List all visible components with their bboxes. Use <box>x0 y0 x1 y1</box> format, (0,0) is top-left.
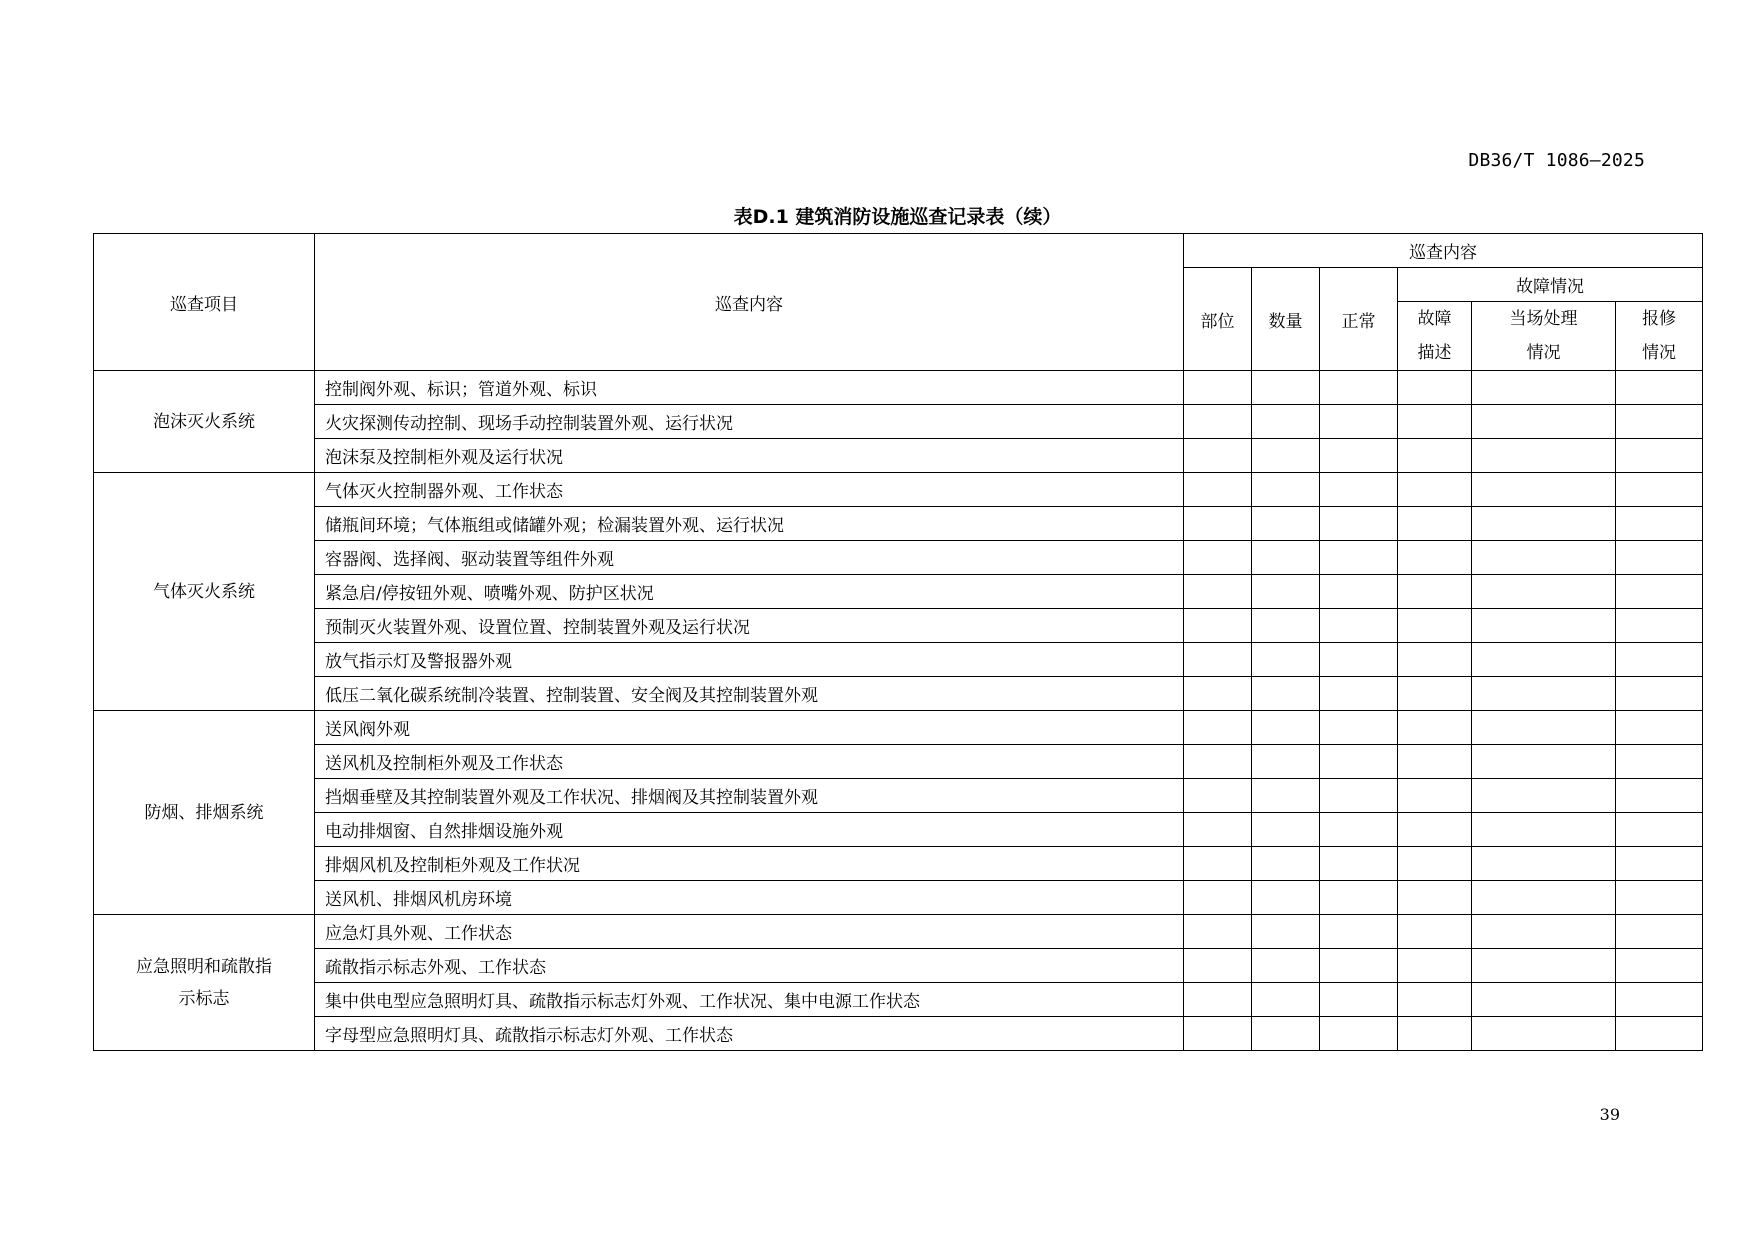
normal-cell[interactable] <box>1320 677 1398 711</box>
onsite-handling-cell[interactable] <box>1472 881 1616 915</box>
header-normal: 正常 <box>1320 268 1398 371</box>
table-row <box>94 847 1703 881</box>
location-cell[interactable] <box>1184 507 1252 541</box>
normal-cell[interactable] <box>1320 439 1398 473</box>
quantity-cell[interactable] <box>1252 473 1320 507</box>
inspection-content-cell: 火灾探测传动控制、现场手动控制装置外观、运行状况 <box>315 405 1184 439</box>
inspection-content-cell: 预制灭火装置外观、设置位置、控制装置外观及运行状况 <box>315 609 1184 643</box>
repair-report-cell[interactable] <box>1616 609 1703 643</box>
quantity-cell[interactable] <box>1252 371 1320 405</box>
onsite-handling-cell[interactable] <box>1472 507 1616 541</box>
section-item-label: 防烟、排烟系统 <box>94 711 315 915</box>
section-item-label: 气体灭火系统 <box>94 473 315 711</box>
repair-report-cell[interactable] <box>1616 643 1703 677</box>
quantity-cell[interactable] <box>1252 575 1320 609</box>
repair-report-cell[interactable] <box>1616 405 1703 439</box>
inspection-content-cell: 储瓶间环境；气体瓶组或储罐外观；检漏装置外观、运行状况 <box>315 507 1184 541</box>
quantity-cell[interactable] <box>1252 813 1320 847</box>
quantity-cell[interactable] <box>1252 507 1320 541</box>
quantity-cell[interactable] <box>1252 711 1320 745</box>
location-cell[interactable] <box>1184 745 1252 779</box>
table-row <box>94 949 1703 983</box>
header-group: 巡查内容 <box>1184 234 1703 268</box>
header-item: 巡查项目 <box>94 234 315 371</box>
repair-report-cell[interactable] <box>1616 439 1703 473</box>
quantity-cell[interactable] <box>1252 745 1320 779</box>
location-cell[interactable] <box>1184 643 1252 677</box>
table-row <box>94 983 1703 1017</box>
location-cell[interactable] <box>1184 677 1252 711</box>
table-row <box>94 575 1703 609</box>
inspection-content-cell: 疏散指示标志外观、工作状态 <box>315 949 1184 983</box>
table-row <box>94 507 1703 541</box>
onsite-handling-cell[interactable] <box>1472 541 1616 575</box>
table-body <box>94 371 1703 1051</box>
table-row <box>94 609 1703 643</box>
onsite-handling-cell[interactable] <box>1472 371 1616 405</box>
location-cell[interactable] <box>1184 711 1252 745</box>
fault-description-cell[interactable] <box>1398 405 1472 439</box>
location-cell[interactable] <box>1184 813 1252 847</box>
inspection-content-cell: 电动排烟窗、自然排烟设施外观 <box>315 813 1184 847</box>
table-title: 表D.1 建筑消防设施巡查记录表（续） <box>733 206 1062 228</box>
fault-description-cell[interactable] <box>1398 847 1472 881</box>
fault-description-cell[interactable] <box>1398 643 1472 677</box>
fault-description-cell[interactable] <box>1398 813 1472 847</box>
table-row <box>94 405 1703 439</box>
quantity-cell[interactable] <box>1252 779 1320 813</box>
location-cell[interactable] <box>1184 405 1252 439</box>
onsite-handling-cell[interactable] <box>1472 473 1616 507</box>
inspection-content-cell: 集中供电型应急照明灯具、疏散指示标志灯外观、工作状况、集中电源工作状态 <box>315 983 1184 1017</box>
quantity-cell[interactable] <box>1252 949 1320 983</box>
inspection-content-cell: 字母型应急照明灯具、疏散指示标志灯外观、工作状态 <box>315 1017 1184 1051</box>
fault-description-cell[interactable] <box>1398 507 1472 541</box>
table-row <box>94 541 1703 575</box>
onsite-handling-cell[interactable] <box>1472 1017 1616 1051</box>
quantity-cell[interactable] <box>1252 1017 1320 1051</box>
inspection-content-cell: 挡烟垂壁及其控制装置外观及工作状况、排烟阀及其控制装置外观 <box>315 779 1184 813</box>
header-location: 部位 <box>1184 268 1252 371</box>
onsite-handling-cell[interactable] <box>1472 983 1616 1017</box>
header-repair-report: 报修情况 <box>1616 302 1703 371</box>
inspection-content-cell: 泡沫泵及控制柜外观及运行状况 <box>315 439 1184 473</box>
document-code: DB36/T 1086—2025 <box>1468 150 1645 171</box>
table-row <box>94 711 1703 745</box>
onsite-handling-cell[interactable] <box>1472 745 1616 779</box>
normal-cell[interactable] <box>1320 473 1398 507</box>
fault-description-cell[interactable] <box>1398 881 1472 915</box>
location-cell[interactable] <box>1184 473 1252 507</box>
header-fault: 故障情况 <box>1398 268 1703 302</box>
quantity-cell[interactable] <box>1252 405 1320 439</box>
onsite-handling-cell[interactable] <box>1472 949 1616 983</box>
header-fault-description: 故障描述 <box>1398 302 1472 371</box>
inspection-content-cell: 容器阀、选择阀、驱动装置等组件外观 <box>315 541 1184 575</box>
table-row <box>94 473 1703 507</box>
normal-cell[interactable] <box>1320 711 1398 745</box>
table-row <box>94 779 1703 813</box>
inspection-content-cell: 应急灯具外观、工作状态 <box>315 915 1184 949</box>
repair-report-cell[interactable] <box>1616 541 1703 575</box>
normal-cell[interactable] <box>1320 507 1398 541</box>
onsite-handling-cell[interactable] <box>1472 609 1616 643</box>
onsite-handling-cell[interactable] <box>1472 779 1616 813</box>
repair-report-cell[interactable] <box>1616 813 1703 847</box>
location-cell[interactable] <box>1184 915 1252 949</box>
inspection-content-cell: 低压二氧化碳系统制冷装置、控制装置、安全阀及其控制装置外观 <box>315 677 1184 711</box>
onsite-handling-cell[interactable] <box>1472 847 1616 881</box>
repair-report-cell[interactable] <box>1616 915 1703 949</box>
fault-description-cell[interactable] <box>1398 711 1472 745</box>
quantity-cell[interactable] <box>1252 643 1320 677</box>
quantity-cell[interactable] <box>1252 609 1320 643</box>
fault-description-cell[interactable] <box>1398 677 1472 711</box>
normal-cell[interactable] <box>1320 643 1398 677</box>
normal-cell[interactable] <box>1320 949 1398 983</box>
location-cell[interactable] <box>1184 847 1252 881</box>
location-cell[interactable] <box>1184 779 1252 813</box>
fault-description-cell[interactable] <box>1398 983 1472 1017</box>
onsite-handling-cell[interactable] <box>1472 677 1616 711</box>
repair-report-cell[interactable] <box>1616 711 1703 745</box>
repair-report-cell[interactable] <box>1616 779 1703 813</box>
quantity-cell[interactable] <box>1252 847 1320 881</box>
fault-description-cell[interactable] <box>1398 575 1472 609</box>
table-row <box>94 915 1703 949</box>
repair-report-cell[interactable] <box>1616 881 1703 915</box>
onsite-handling-cell[interactable] <box>1472 915 1616 949</box>
fault-description-cell[interactable] <box>1398 779 1472 813</box>
inspection-content-cell: 排烟风机及控制柜外观及工作状况 <box>315 847 1184 881</box>
quantity-cell[interactable] <box>1252 677 1320 711</box>
normal-cell[interactable] <box>1320 541 1398 575</box>
header-content: 巡查内容 <box>315 234 1184 371</box>
onsite-handling-cell[interactable] <box>1472 405 1616 439</box>
table-row <box>94 643 1703 677</box>
header-onsite-handling: 当场处理情况 <box>1472 302 1616 371</box>
location-cell[interactable] <box>1184 439 1252 473</box>
onsite-handling-cell[interactable] <box>1472 439 1616 473</box>
onsite-handling-cell[interactable] <box>1472 813 1616 847</box>
repair-report-cell[interactable] <box>1616 949 1703 983</box>
quantity-cell[interactable] <box>1252 881 1320 915</box>
inspection-content-cell: 控制阀外观、标识；管道外观、标识 <box>315 371 1184 405</box>
repair-report-cell[interactable] <box>1616 507 1703 541</box>
location-cell[interactable] <box>1184 541 1252 575</box>
quantity-cell[interactable] <box>1252 439 1320 473</box>
fault-description-cell[interactable] <box>1398 949 1472 983</box>
normal-cell[interactable] <box>1320 813 1398 847</box>
inspection-content-cell: 送风阀外观 <box>315 711 1184 745</box>
fault-description-cell[interactable] <box>1398 473 1472 507</box>
normal-cell[interactable] <box>1320 779 1398 813</box>
inspection-content-cell: 放气指示灯及警报器外观 <box>315 643 1184 677</box>
repair-report-cell[interactable] <box>1616 847 1703 881</box>
fault-description-cell[interactable] <box>1398 745 1472 779</box>
fault-description-cell[interactable] <box>1398 439 1472 473</box>
location-cell[interactable] <box>1184 609 1252 643</box>
normal-cell[interactable] <box>1320 1017 1398 1051</box>
location-cell[interactable] <box>1184 575 1252 609</box>
onsite-handling-cell[interactable] <box>1472 643 1616 677</box>
repair-report-cell[interactable] <box>1616 575 1703 609</box>
inspection-content-cell: 送风机及控制柜外观及工作状态 <box>315 745 1184 779</box>
table-row <box>94 881 1703 915</box>
fault-description-cell[interactable] <box>1398 609 1472 643</box>
fault-description-cell[interactable] <box>1398 371 1472 405</box>
table-row <box>94 1017 1703 1051</box>
quantity-cell[interactable] <box>1252 915 1320 949</box>
location-cell[interactable] <box>1184 371 1252 405</box>
quantity-cell[interactable] <box>1252 983 1320 1017</box>
table-row <box>94 439 1703 473</box>
normal-cell[interactable] <box>1320 745 1398 779</box>
inspection-content-cell: 送风机、排烟风机房环境 <box>315 881 1184 915</box>
repair-report-cell[interactable] <box>1616 1017 1703 1051</box>
location-cell[interactable] <box>1184 983 1252 1017</box>
normal-cell[interactable] <box>1320 847 1398 881</box>
table-row <box>94 813 1703 847</box>
fault-description-cell[interactable] <box>1398 915 1472 949</box>
normal-cell[interactable] <box>1320 881 1398 915</box>
table-header <box>94 234 1703 371</box>
inspection-record-table <box>93 233 1703 1051</box>
section-item-label: 应急照明和疏散指示标志 <box>94 915 315 1051</box>
normal-cell[interactable] <box>1320 575 1398 609</box>
inspection-content-cell: 紧急启/停按钮外观、喷嘴外观、防护区状况 <box>315 575 1184 609</box>
table-row <box>94 371 1703 405</box>
fault-description-cell[interactable] <box>1398 541 1472 575</box>
location-cell[interactable] <box>1184 1017 1252 1051</box>
normal-cell[interactable] <box>1320 405 1398 439</box>
inspection-content-cell: 气体灭火控制器外观、工作状态 <box>315 473 1184 507</box>
page-number: 39 <box>1599 1105 1620 1124</box>
section-item-label: 泡沫灭火系统 <box>94 371 315 473</box>
location-cell[interactable] <box>1184 881 1252 915</box>
normal-cell[interactable] <box>1320 371 1398 405</box>
normal-cell[interactable] <box>1320 983 1398 1017</box>
repair-report-cell[interactable] <box>1616 473 1703 507</box>
quantity-cell[interactable] <box>1252 541 1320 575</box>
repair-report-cell[interactable] <box>1616 371 1703 405</box>
onsite-handling-cell[interactable] <box>1472 711 1616 745</box>
repair-report-cell[interactable] <box>1616 983 1703 1017</box>
location-cell[interactable] <box>1184 949 1252 983</box>
table-row <box>94 745 1703 779</box>
normal-cell[interactable] <box>1320 609 1398 643</box>
repair-report-cell[interactable] <box>1616 745 1703 779</box>
repair-report-cell[interactable] <box>1616 677 1703 711</box>
normal-cell[interactable] <box>1320 915 1398 949</box>
onsite-handling-cell[interactable] <box>1472 575 1616 609</box>
fault-description-cell[interactable] <box>1398 1017 1472 1051</box>
table-row <box>94 677 1703 711</box>
header-quantity: 数量 <box>1252 268 1320 371</box>
